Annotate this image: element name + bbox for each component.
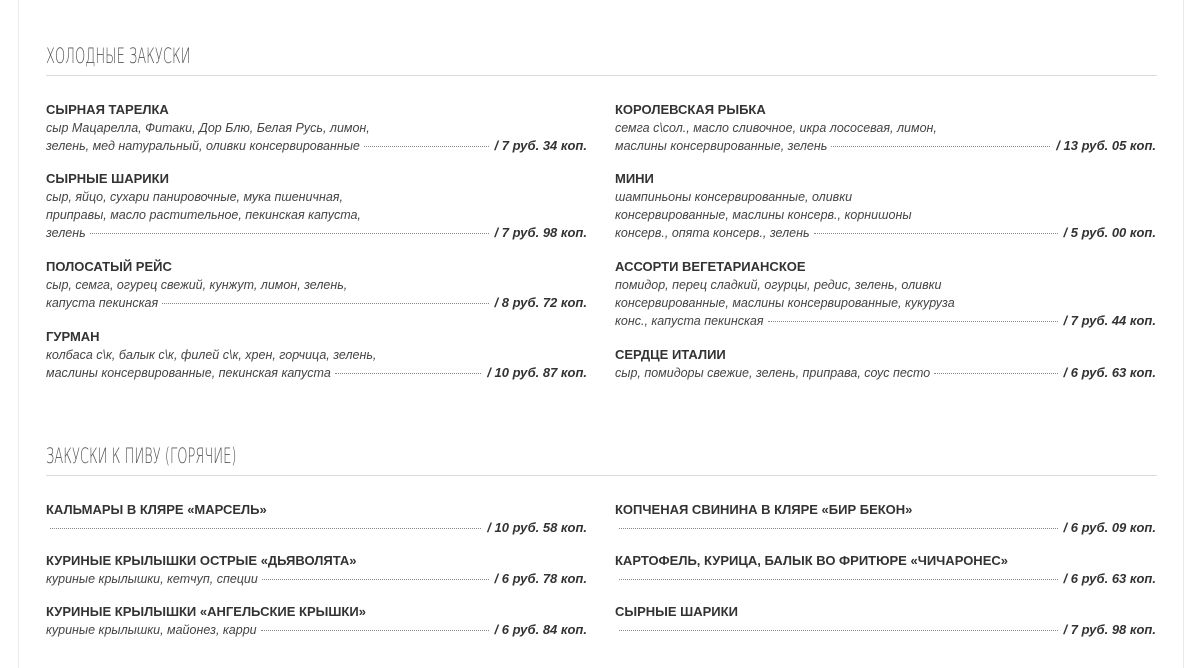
menu-item-price: / 6 руб. 84 коп. xyxy=(494,622,587,637)
menu-item-price-line xyxy=(615,519,1156,537)
dot-leader xyxy=(364,145,489,147)
section-title: ЗАКУСКИ К ПИВУ (ГОРЯЧИЕ) xyxy=(46,444,237,468)
menu-item-description: капуста пекинская xyxy=(46,296,159,310)
dot-leader xyxy=(50,527,481,529)
section-divider xyxy=(46,75,1157,76)
menu-item xyxy=(46,101,587,155)
menu-item-name: СЫРНАЯ ТАРЕЛКА xyxy=(46,102,169,117)
menu-item-price: / 7 руб. 34 коп. xyxy=(494,138,587,153)
menu-item xyxy=(46,552,587,588)
menu-item-price-line xyxy=(615,224,1156,242)
menu-item-name: МИНИ xyxy=(615,171,654,186)
menu-item-name: КУРИНЫЕ КРЫЛЫШКИ ОСТРЫЕ «ДЬЯВОЛЯТА» xyxy=(46,553,357,568)
menu-item-description: приправы, масло растительное, пекинская капуста, xyxy=(46,208,361,222)
menu-item-description: помидор, перец сладкий, огурцы, редис, зелень, оливки xyxy=(615,278,942,292)
menu-item-name: КОРОЛЕВСКАЯ РЫБКА xyxy=(615,102,766,117)
section-divider xyxy=(46,475,1157,476)
menu-item-price-line xyxy=(615,364,1156,382)
menu-item-price: / 6 руб. 63 коп. xyxy=(1063,365,1156,380)
dot-leader xyxy=(619,578,1058,580)
menu-item-name: СЫРНЫЕ ШАРИКИ xyxy=(615,604,738,619)
menu-item-price: / 13 руб. 05 коп. xyxy=(1056,138,1156,153)
menu-item-name: КАЛЬМАРЫ В КЛЯРЕ «МАРСЕЛЬ» xyxy=(46,502,267,517)
menu-item-price-line xyxy=(615,312,1156,330)
menu-item-name: КУРИНЫЕ КРЫЛЫШКИ «АНГЕЛЬСКИЕ КРЫШКИ» xyxy=(46,604,366,619)
menu-item xyxy=(46,501,587,537)
menu-item-description: шампиньоны консервированные, оливки xyxy=(615,190,853,204)
menu-item-description: консервированные, маслины консерв., корнишоны xyxy=(615,208,912,222)
menu-item xyxy=(615,258,1156,330)
menu-item-price: / 6 руб. 09 коп. xyxy=(1063,520,1156,535)
frame-border-right xyxy=(1183,0,1184,668)
frame-border-left xyxy=(18,0,19,668)
menu-item-price-line xyxy=(615,137,1156,155)
menu-item-price: / 6 руб. 63 коп. xyxy=(1063,571,1156,586)
menu-item xyxy=(46,603,587,639)
dot-leader xyxy=(335,372,482,374)
menu-item-price-line xyxy=(46,224,587,242)
menu-item-description: сыр, семга, огурец свежий, кунжут, лимон, зелень, xyxy=(46,278,348,292)
menu-item-price: / 6 руб. 78 коп. xyxy=(494,571,587,586)
dot-leader xyxy=(162,302,488,304)
menu-item xyxy=(46,328,587,382)
menu-item-description: сыр, яйцо, сухари панировочные, мука пшеничная, xyxy=(46,190,343,204)
menu-item-price-line xyxy=(615,621,1156,639)
menu-item xyxy=(615,552,1156,588)
dot-leader xyxy=(619,629,1058,631)
menu-item-price: / 8 руб. 72 коп. xyxy=(494,295,587,310)
section-beer-snacks xyxy=(46,443,1157,476)
dot-leader xyxy=(768,320,1058,322)
menu-item-price-line xyxy=(46,621,587,639)
section-title: ХОЛОДНЫЕ ЗАКУСКИ xyxy=(46,44,191,68)
menu-item xyxy=(615,501,1156,537)
menu-item-name: КАРТОФЕЛЬ, КУРИЦА, БАЛЫК ВО ФРИТЮРЕ «ЧИЧАРОНЕС» xyxy=(615,553,1008,568)
menu-item-price: / 10 руб. 87 коп. xyxy=(487,365,587,380)
menu-item-description: колбаса с\к, балык с\к, филей с\к, хрен, горчица, зелень, xyxy=(46,348,377,362)
menu-item-description: консерв., опята консерв., зелень xyxy=(615,226,810,240)
dot-leader xyxy=(261,629,489,631)
menu-item-description: маслины консервированные, зелень xyxy=(615,139,828,153)
menu-item xyxy=(46,258,587,312)
menu-item-description: куриные крылышки, кетчуп, специи xyxy=(46,572,258,586)
menu-item-description: сыр, помидоры свежие, зелень, приправа, соус песто xyxy=(615,366,931,380)
menu-item-description: маслины консервированные, пекинская капуста xyxy=(46,366,331,380)
menu-item-description: куриные крылышки, майонез, карри xyxy=(46,623,257,637)
menu-item-description: зелень xyxy=(46,226,86,240)
dot-leader xyxy=(934,372,1057,374)
menu-item-name: КОПЧЕНАЯ СВИНИНА В КЛЯРЕ «БИР БЕКОН» xyxy=(615,502,913,517)
menu-item-price-line xyxy=(46,570,587,588)
menu-item-price: / 7 руб. 98 коп. xyxy=(1063,622,1156,637)
menu-item-price-line xyxy=(46,294,587,312)
menu-item xyxy=(615,346,1156,382)
menu-item xyxy=(615,170,1156,242)
menu-item-description: сыр Мацарелла, Фитаки, Дор Блю, Белая Русь, лимон, xyxy=(46,121,370,135)
section-cold-appetizers xyxy=(46,43,1157,76)
menu-item-price: / 7 руб. 98 коп. xyxy=(494,225,587,240)
menu-item-description: зелень, мед натуральный, оливки консервированные xyxy=(46,139,360,153)
dot-leader xyxy=(262,578,489,580)
menu-item-price-line xyxy=(46,364,587,382)
dot-leader xyxy=(814,232,1058,234)
menu-item-description: семга с\сол., масло сливочное, икра лососевая, лимон, xyxy=(615,121,937,135)
dot-leader xyxy=(831,145,1050,147)
menu-item-name: ГУРМАН xyxy=(46,329,100,344)
menu-item xyxy=(615,101,1156,155)
dot-leader xyxy=(619,527,1058,529)
menu-item-description: консервированные, маслины консервированные, кукуруза xyxy=(615,296,955,310)
menu-item-price-line xyxy=(615,570,1156,588)
menu-item-name: ПОЛОСАТЫЙ РЕЙС xyxy=(46,259,172,274)
menu-item-name: СЕРДЦЕ ИТАЛИИ xyxy=(615,347,726,362)
menu-item-price-line xyxy=(46,137,587,155)
dot-leader xyxy=(90,232,489,234)
menu-item-price: / 7 руб. 44 коп. xyxy=(1063,313,1156,328)
menu-item-price: / 5 руб. 00 коп. xyxy=(1063,225,1156,240)
menu-item-name: АССОРТИ ВЕГЕТАРИАНСКОЕ xyxy=(615,259,806,274)
menu-item-name: СЫРНЫЕ ШАРИКИ xyxy=(46,171,169,186)
menu-item xyxy=(46,170,587,242)
menu-item-price-line xyxy=(46,519,587,537)
menu-item xyxy=(615,603,1156,639)
menu-item-price: / 10 руб. 58 коп. xyxy=(487,520,587,535)
menu-item-description: конс., капуста пекинская xyxy=(615,314,764,328)
